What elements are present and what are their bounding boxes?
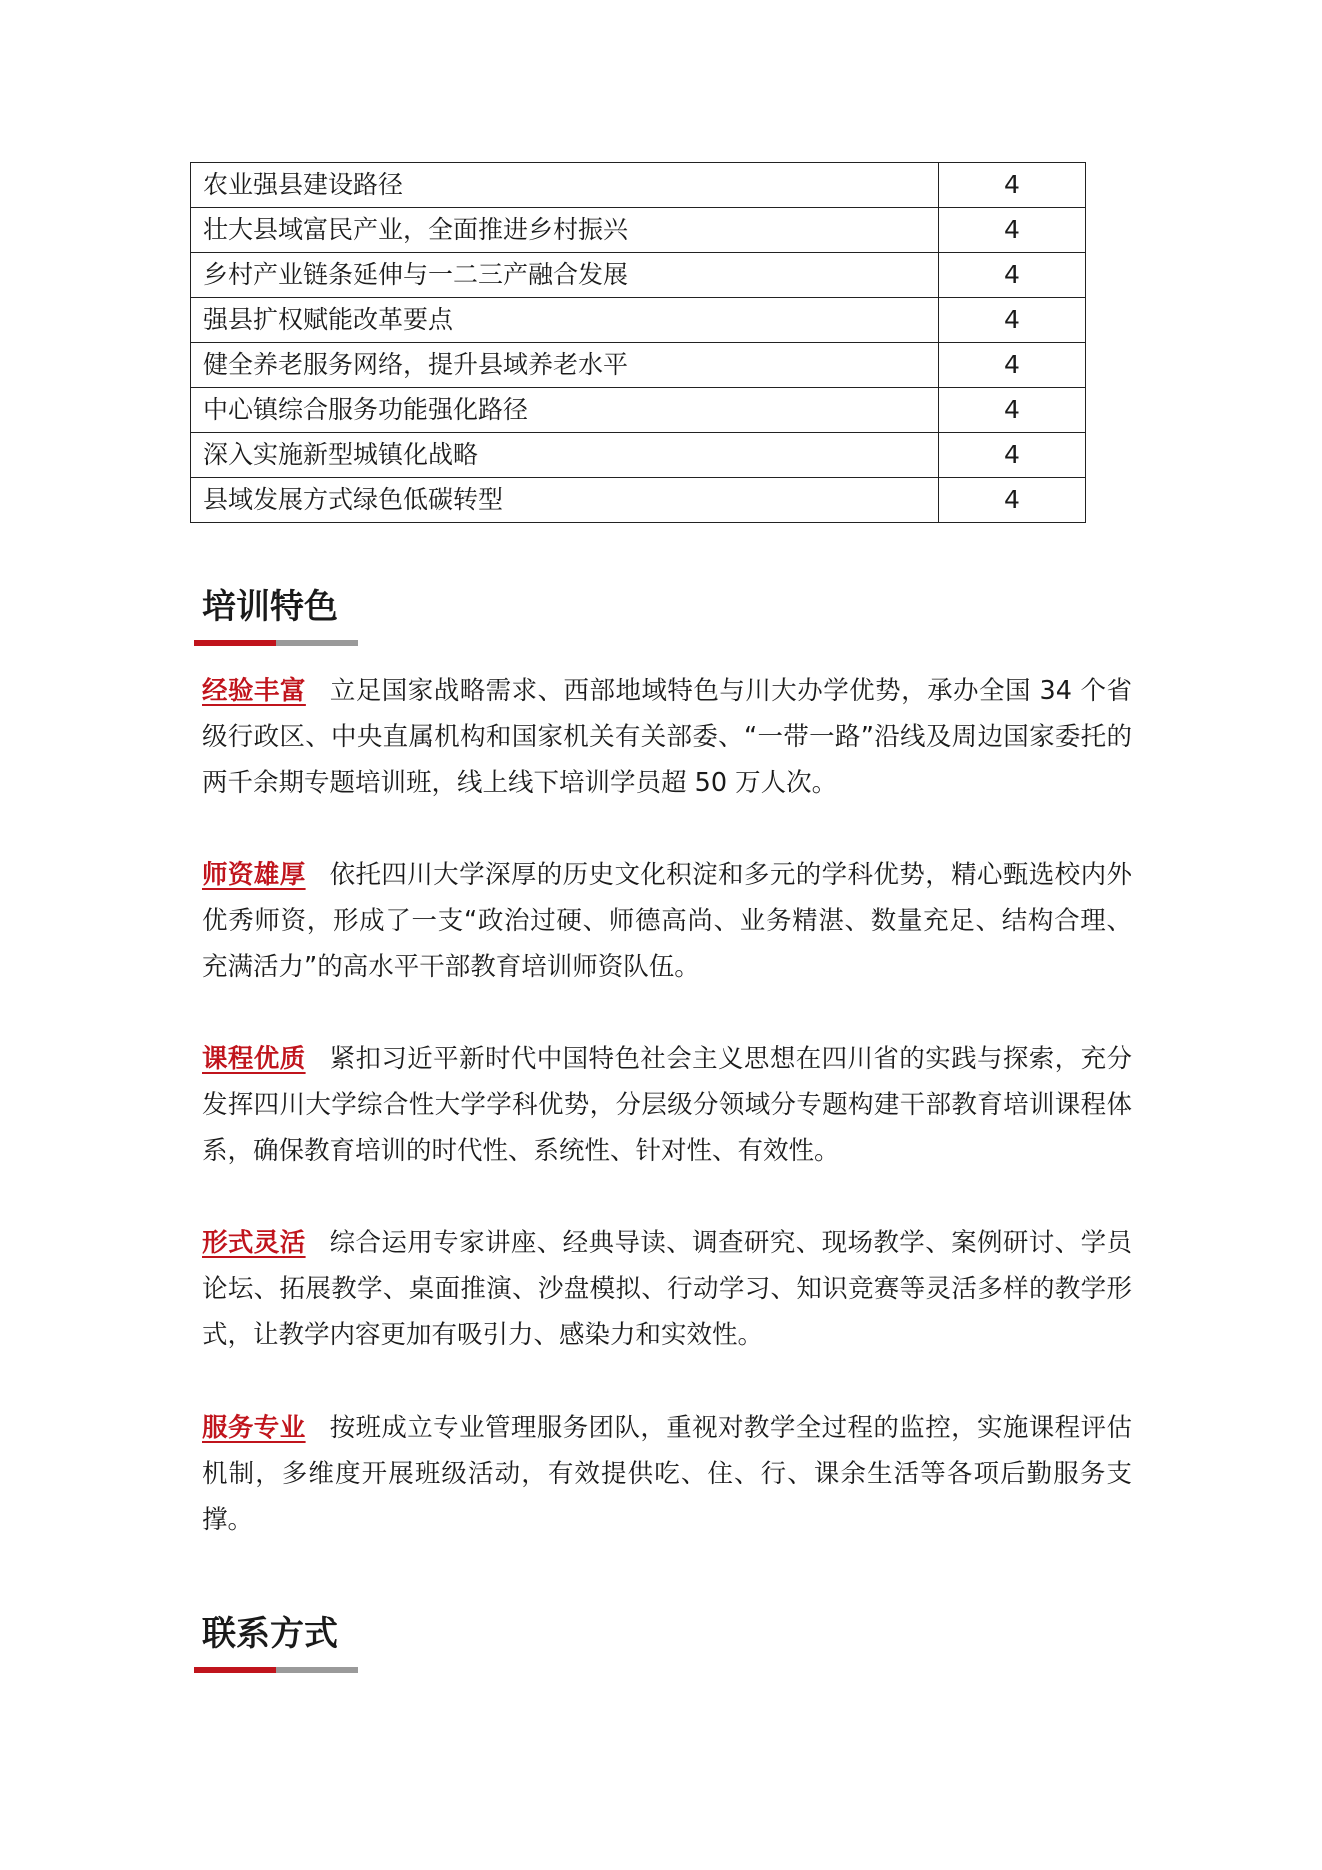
table-row bbox=[191, 433, 1086, 478]
course-title-cell: 深入实施新型城镇化战略 bbox=[191, 433, 939, 478]
table-row bbox=[191, 163, 1086, 208]
table-row bbox=[191, 478, 1086, 523]
course-hours-cell: 4 bbox=[939, 433, 1086, 478]
course-hours-cell: 4 bbox=[939, 208, 1086, 253]
table-row bbox=[191, 253, 1086, 298]
course-title-cell: 健全养老服务网络，提升县域养老水平 bbox=[191, 343, 939, 388]
course-hours-cell: 4 bbox=[939, 163, 1086, 208]
feature-curriculum bbox=[202, 1036, 1132, 1174]
table-row bbox=[191, 208, 1086, 253]
course-hours-cell: 4 bbox=[939, 298, 1086, 343]
feature-service bbox=[202, 1405, 1132, 1543]
table-row bbox=[191, 343, 1086, 388]
course-title-cell: 县域发展方式绿色低碳转型 bbox=[191, 478, 939, 523]
features-heading-underline bbox=[194, 640, 358, 646]
features-heading: 培训特色 bbox=[202, 587, 338, 627]
course-title-cell: 中心镇综合服务功能强化路径 bbox=[191, 388, 939, 433]
feature-title: 课程优质 bbox=[202, 1044, 306, 1074]
underline-red-segment bbox=[194, 1667, 276, 1673]
underline-red-segment bbox=[194, 640, 276, 646]
feature-faculty bbox=[202, 852, 1132, 990]
course-title-cell: 乡村产业链条延伸与一二三产融合发展 bbox=[191, 253, 939, 298]
course-table bbox=[190, 162, 1086, 523]
course-title-cell: 农业强县建设路径 bbox=[191, 163, 939, 208]
feature-text: 立足国家战略需求、西部地域特色与川大办学优势，承办全国 34 个省级行政区、中央直属机构和国家机关有关部委、“一带一路”沿线及周边国家委托的两千余期专题培训班，线上线下培训学员超 50 万人次。 bbox=[202, 676, 1132, 798]
contact-heading-underline bbox=[194, 1667, 358, 1673]
feature-text: 按班成立专业管理服务团队，重视对教学全过程的监控，实施课程评估机制，多维度开展班级活动，有效提供吃、住、行、课余生活等各项后勤服务支撑。 bbox=[202, 1413, 1132, 1535]
course-hours-cell: 4 bbox=[939, 478, 1086, 523]
feature-text: 综合运用专家讲座、经典导读、调查研究、现场教学、案例研讨、学员论坛、拓展教学、桌面推演、沙盘模拟、行动学习、知识竞赛等灵活多样的教学形式，让教学内容更加有吸引力、感染力和实效性。 bbox=[202, 1228, 1132, 1350]
underline-gray-segment bbox=[276, 640, 358, 646]
course-hours-cell: 4 bbox=[939, 388, 1086, 433]
feature-title: 形式灵活 bbox=[202, 1228, 306, 1258]
feature-title: 服务专业 bbox=[202, 1413, 306, 1443]
contact-heading: 联系方式 bbox=[202, 1614, 338, 1654]
course-title-cell: 强县扩权赋能改革要点 bbox=[191, 298, 939, 343]
course-hours-cell: 4 bbox=[939, 343, 1086, 388]
course-title-cell: 壮大县域富民产业，全面推进乡村振兴 bbox=[191, 208, 939, 253]
feature-format bbox=[202, 1220, 1132, 1358]
feature-text: 紧扣习近平新时代中国特色社会主义思想在四川省的实践与探索，充分发挥四川大学综合性大学学科优势，分层级分领域分专题构建干部教育培训课程体系，确保教育培训的时代性、系统性、针对性、有效性。 bbox=[202, 1044, 1132, 1166]
table-row bbox=[191, 388, 1086, 433]
feature-title: 经验丰富 bbox=[202, 676, 306, 706]
feature-title: 师资雄厚 bbox=[202, 860, 306, 890]
course-hours-cell: 4 bbox=[939, 253, 1086, 298]
table-row bbox=[191, 298, 1086, 343]
feature-experience bbox=[202, 668, 1132, 806]
underline-gray-segment bbox=[276, 1667, 358, 1673]
feature-text: 依托四川大学深厚的历史文化积淀和多元的学科优势，精心甄选校内外优秀师资，形成了一支“政治过硬、师德高尚、业务精湛、数量充足、结构合理、充满活力”的高水平干部教育培训师资队伍。 bbox=[202, 860, 1132, 982]
